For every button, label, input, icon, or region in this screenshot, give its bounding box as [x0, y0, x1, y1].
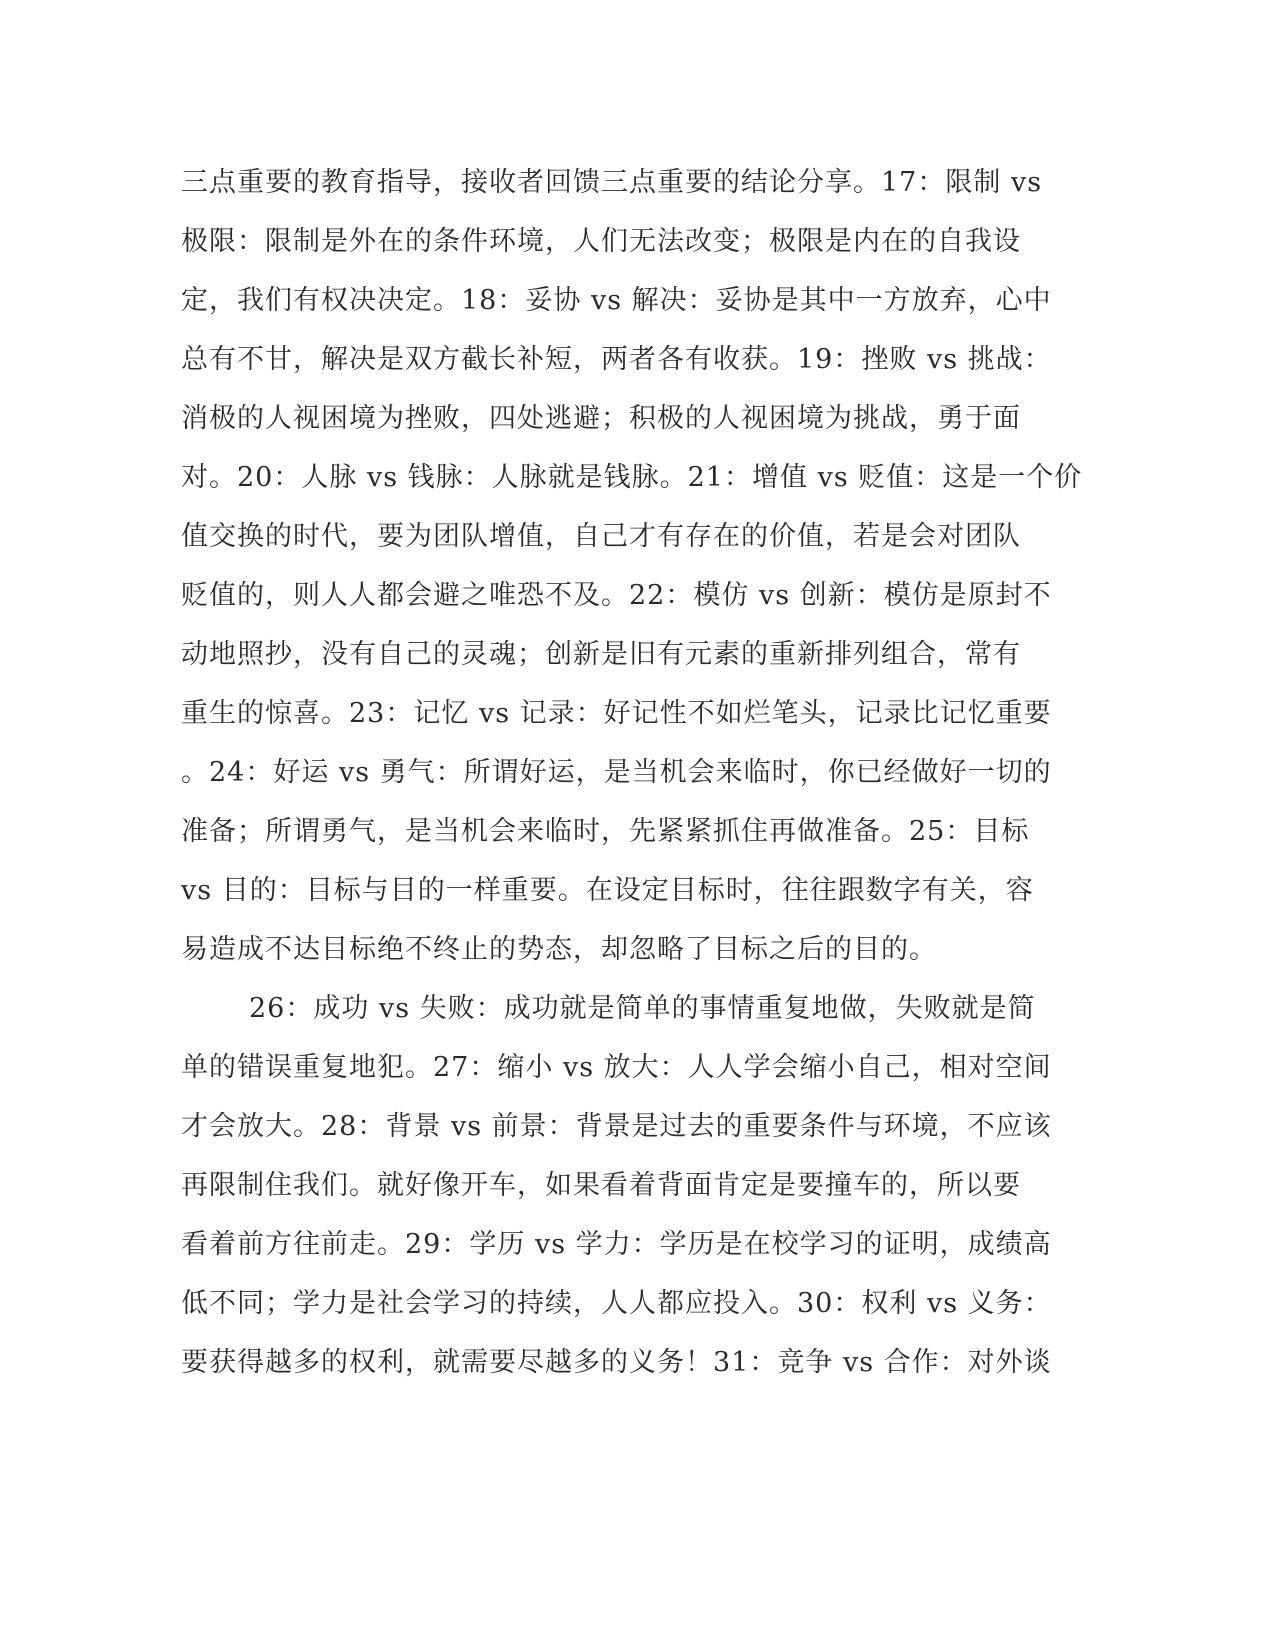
text-line: 重生的惊喜。23：记忆 vs 记录：好记性不如烂笔头，记录比记忆重要	[181, 698, 1052, 729]
text-line: 三点重要的教育指导，接收者回馈三点重要的结论分享。17：限制 vs	[181, 167, 1043, 198]
text-line: 单的错误重复地犯。27：缩小 vs 放大：人人学会缩小自己，相对空间	[181, 1052, 1052, 1083]
text-line: 再限制住我们。就好像开车，如果看着背面肯定是要撞车的，所以要	[181, 1170, 1021, 1201]
text-line: 准备；所谓勇气，是当机会来临时，先紧紧抓住再做准备。25：目标	[181, 816, 1030, 847]
text-line: 。24：好运 vs 勇气：所谓好运，是当机会来临时，你已经做好一切的	[181, 757, 1052, 788]
text-line: 总有不甘，解决是双方截长补短，两者各有收获。19：挫败 vs 挑战：	[181, 344, 1052, 375]
text-line: 看着前方往前走。29：学历 vs 学力：学历是在校学习的证明，成绩高	[181, 1229, 1052, 1260]
paragraph-2	[181, 979, 1081, 1392]
body-text	[181, 153, 1081, 1392]
text-line: 定，我们有权决决定。18：妥协 vs 解决：妥协是其中一方放弃，心中	[181, 285, 1052, 316]
text-line: 消极的人视困境为挫败，四处逃避；积极的人视困境为挑战，勇于面	[181, 403, 1021, 434]
text-line: 贬值的，则人人都会避之唯恐不及。22：模仿 vs 创新：模仿是原封不	[181, 580, 1052, 611]
text-line: 26：成功 vs 失败：成功就是简单的事情重复地做，失败就是简	[249, 993, 1036, 1024]
text-line: 极限：限制是外在的条件环境，人们无法改变；极限是内在的自我设	[181, 226, 1021, 257]
text-line: 值交换的时代，要为团队增值，自己才有存在的价值，若是会对团队	[181, 521, 1021, 552]
text-line: 易造成不达目标绝不终止的势态，却忽略了目标之后的目的。	[181, 934, 937, 965]
paragraph-1	[181, 153, 1081, 979]
text-line: 要获得越多的权利，就需要尽越多的义务！31：竞争 vs 合作：对外谈	[181, 1347, 1052, 1378]
text-line: 低不同；学力是社会学习的持续，人人都应投入。30：权利 vs 义务：	[181, 1288, 1052, 1319]
text-line: 动地照抄，没有自己的灵魂；创新是旧有元素的重新排列组合，常有	[181, 639, 1021, 670]
text-line: 才会放大。28：背景 vs 前景：背景是过去的重要条件与环境，不应该	[181, 1111, 1052, 1142]
text-line: 对。20：人脉 vs 钱脉：人脉就是钱脉。21：增值 vs 贬值：这是一个价	[181, 462, 1083, 493]
text-line: vs 目的：目标与目的一样重要。在设定目标时，往往跟数字有关，容	[181, 875, 1034, 906]
